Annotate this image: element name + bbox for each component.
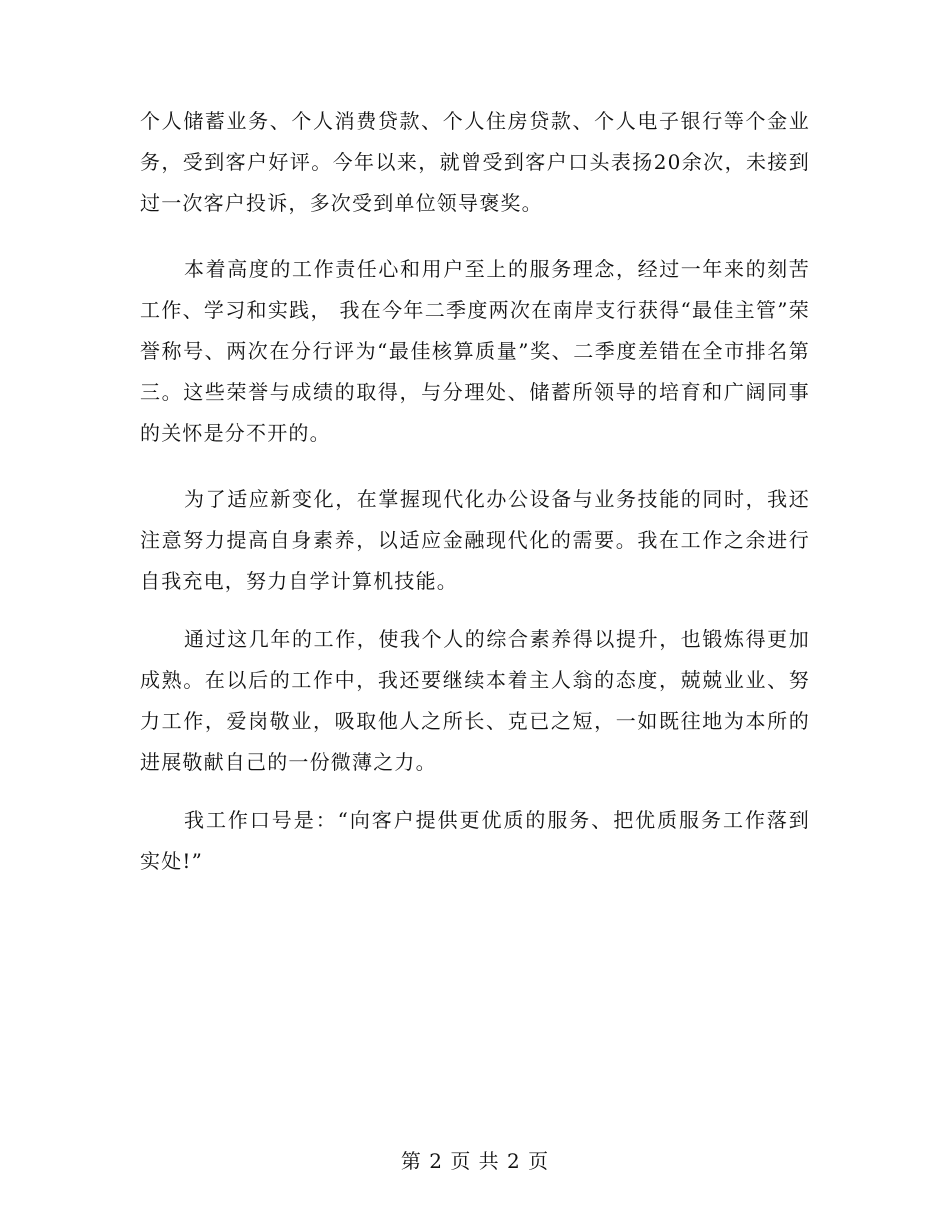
paragraph-4: 通过这几年的工作，使我个人的综合素养得以提升，也锻炼得更加成熟。在以后的工作中，我还要继续本着主人翁的态度，兢兢业业、努力工作，爱岗敬业，吸取他人之所长、克已之短，一如既往地为本所的进展敬献自己的一份微薄之力。 xyxy=(140,627,810,774)
paragraph-5: 我工作口号是：“向客户提供更优质的服务、把优质服务工作落到实处!” xyxy=(140,808,810,873)
page-number-footer: 第 2 页 共 2 页 xyxy=(400,1149,550,1173)
paragraph-2: 本着高度的工作责任心和用户至上的服务理念，经过一年来的刻苦工作、学习和实践， 我在今年二季度两次在南岸支行获得“最佳主管”荣誉称号、两次在分行评为“最佳核算质量”奖、二季度差错在全市排名第三。这些荣誉与成绩的取得，与分理处、储蓄所领导的培育和广阔同事的关怀是分不开的。 xyxy=(140,257,810,445)
paragraph-3: 为了适应新变化，在掌握现代化办公设备与业务技能的同时，我还注意努力提高自身素养，以适应金融现代化的需要。我在工作之余进行自我充电，努力自学计算机技能。 xyxy=(140,487,810,593)
document-body xyxy=(140,101,810,882)
paragraph-1: 个人储蓄业务、个人消费贷款、个人住房贷款、个人电子银行等个金业务，受到客户好评。今年以来，就曾受到客户口头表扬20余次，未接到过一次客户投诉，多次受到单位领导褒奖。 xyxy=(140,109,810,215)
